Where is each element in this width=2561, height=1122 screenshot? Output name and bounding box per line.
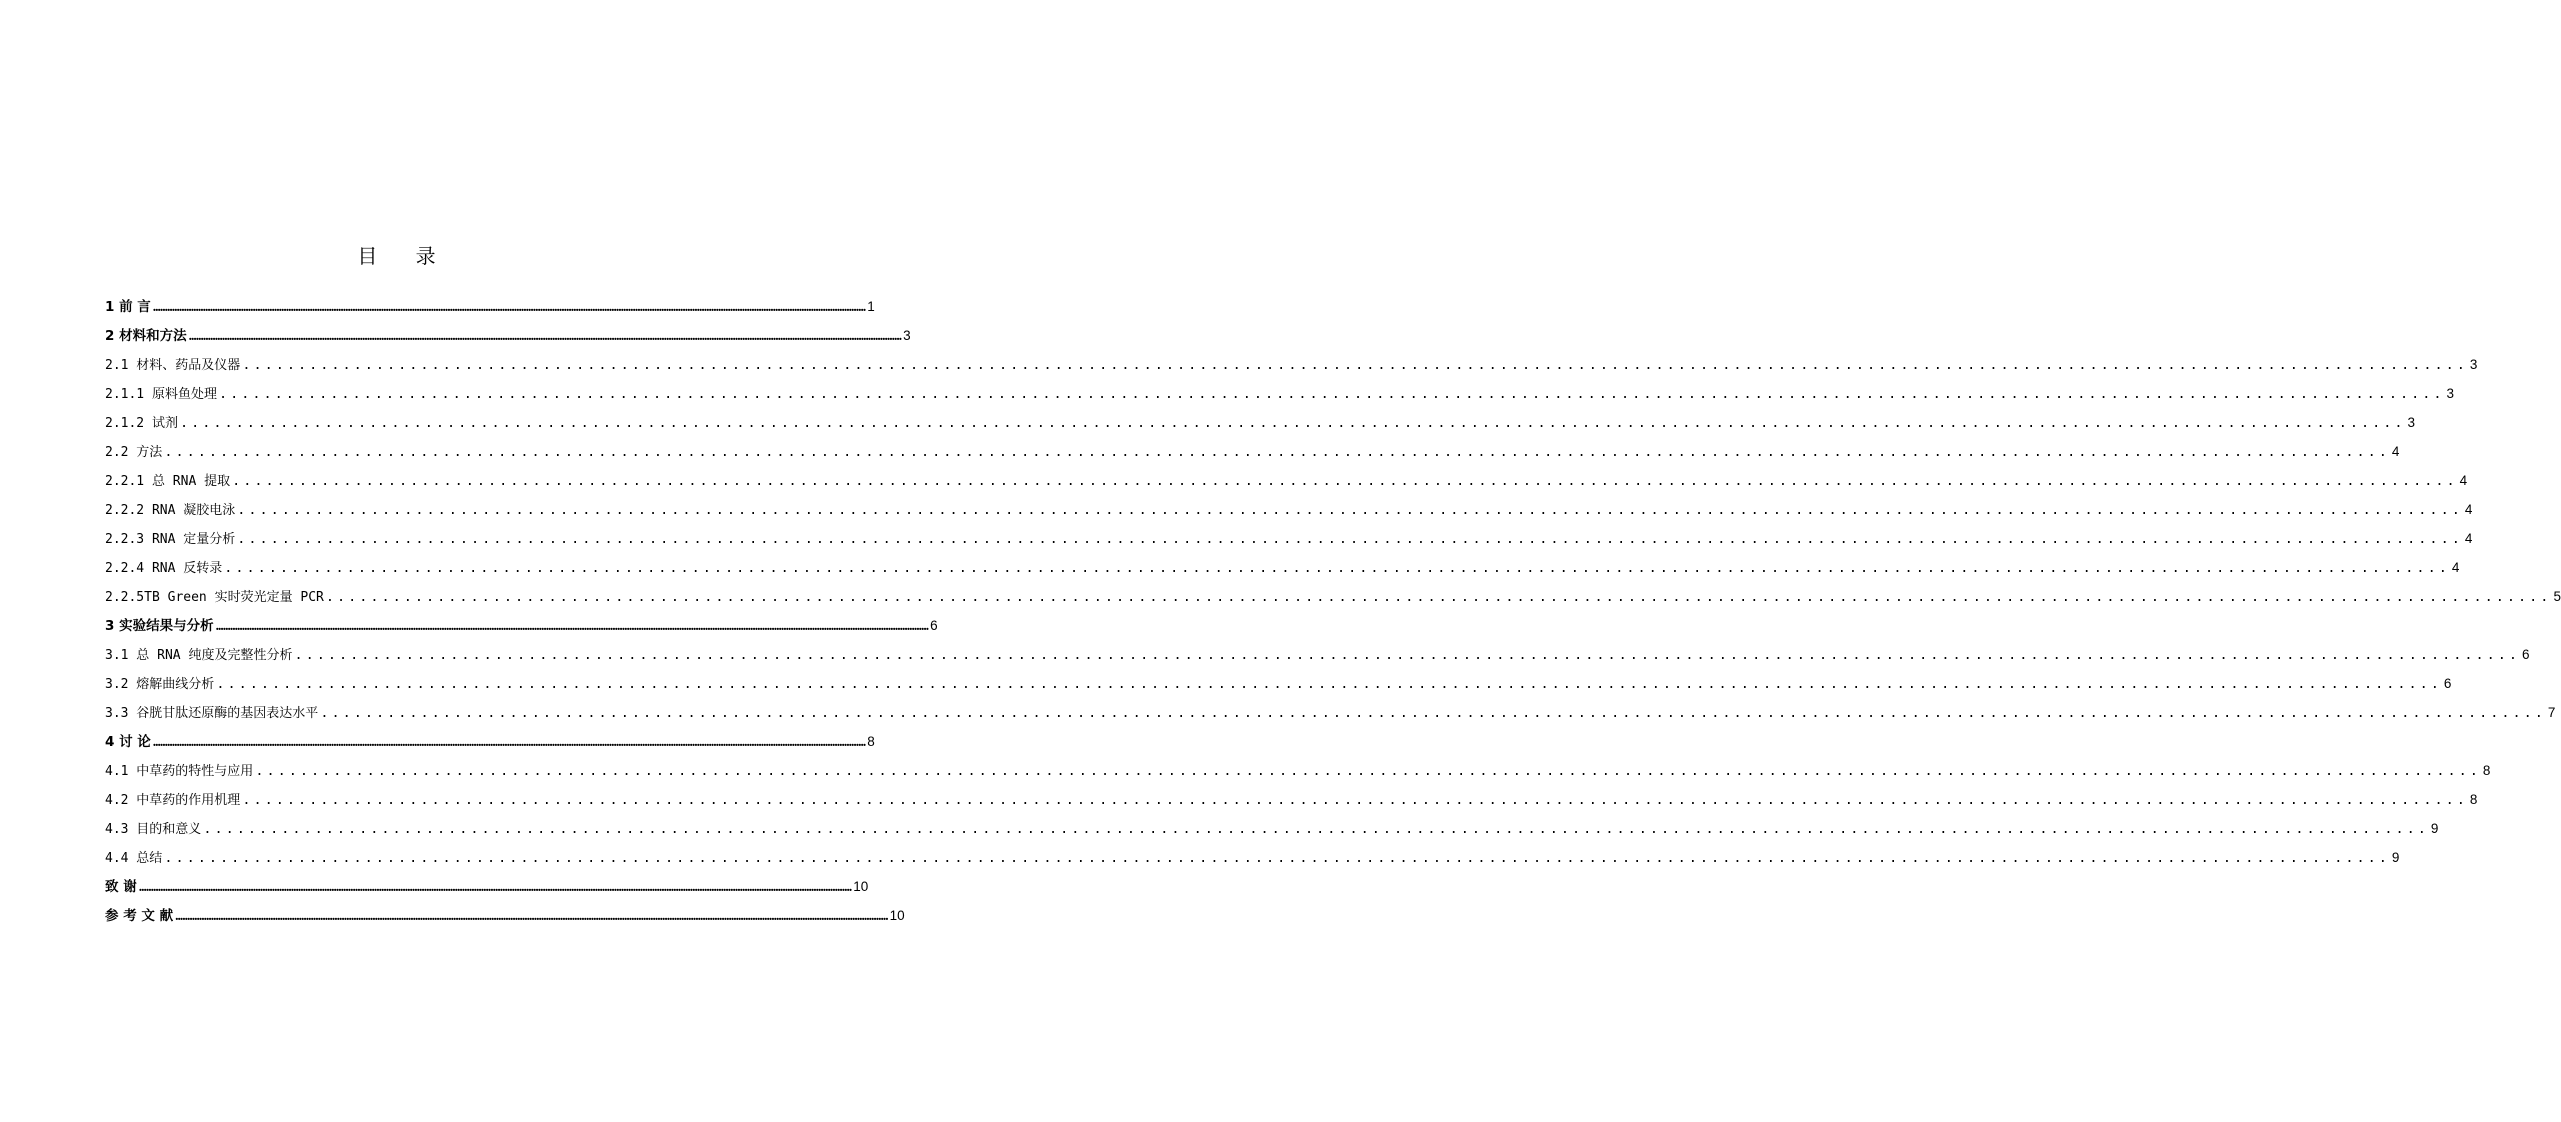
toc-entry-label: 4.3 目的和意义 bbox=[105, 822, 202, 837]
toc-page-number: 8 bbox=[2482, 763, 2491, 778]
toc-page-number: 10 bbox=[853, 879, 869, 894]
toc-entry-label: 4.4 总结 bbox=[105, 851, 163, 866]
page-title: 目 录 bbox=[357, 244, 452, 268]
toc-entry-label: 致 谢 bbox=[105, 879, 137, 895]
table-of-contents bbox=[105, 292, 2561, 930]
toc-entry-label: 3.1 总 RNA 纯度及完整性分析 bbox=[105, 648, 293, 663]
toc-dot-leader: ........................................................................................................................................................................................................ bbox=[216, 676, 2442, 692]
toc-page-number: 9 bbox=[2430, 821, 2439, 836]
toc-entry[interactable] bbox=[105, 611, 938, 640]
toc-entry[interactable] bbox=[105, 495, 2473, 524]
toc-entry[interactable] bbox=[105, 466, 2468, 495]
toc-page-number: 6 bbox=[2522, 647, 2530, 662]
toc-entry[interactable] bbox=[105, 408, 2416, 437]
toc-entry[interactable] bbox=[105, 669, 2452, 698]
toc-entry[interactable] bbox=[105, 437, 2400, 466]
toc-dot-leader: ............................................................................................................................................................................................................................................................................................................ bbox=[152, 299, 866, 314]
toc-entry[interactable] bbox=[105, 640, 2530, 669]
toc-dot-leader: ........................................................................................................................................................................................................ bbox=[164, 444, 2390, 460]
toc-entry-label: 2.2.5TB Green 实时荧光定量 PCR bbox=[105, 590, 324, 605]
toc-dot-leader: ............................................................................................................................................................................................................................................................................................................ bbox=[152, 734, 866, 749]
toc-entry[interactable] bbox=[105, 901, 905, 930]
toc-page-number: 4 bbox=[2464, 502, 2473, 517]
toc-dot-leader: ........................................................................................................................................................................................................ bbox=[179, 415, 2406, 431]
toc-entry[interactable] bbox=[105, 292, 875, 321]
toc-dot-leader: ........................................................................................................................................................................................................ bbox=[237, 531, 2463, 547]
toc-entry[interactable] bbox=[105, 814, 2439, 843]
toc-entry-label: 1 前 言 bbox=[105, 299, 151, 315]
toc-dot-leader: ........................................................................................................................................................................................................ bbox=[224, 560, 2450, 576]
toc-dot-leader: ........................................................................................................................................................................................................ bbox=[242, 792, 2468, 808]
toc-page-number: 4 bbox=[2451, 560, 2460, 575]
toc-entry-label: 4 讨 论 bbox=[105, 734, 151, 750]
toc-page-number: 9 bbox=[2391, 850, 2400, 865]
toc-dot-leader: ........................................................................................................................................................................................................ bbox=[255, 763, 2481, 779]
toc-entry-label: 2.2.2 RNA 凝胶电泳 bbox=[105, 503, 236, 518]
toc-entry[interactable] bbox=[105, 524, 2473, 553]
toc-entry[interactable] bbox=[105, 698, 2556, 727]
toc-entry-label: 2.1 材料、药品及仪器 bbox=[105, 358, 241, 373]
toc-page-number: 7 bbox=[2547, 705, 2556, 720]
toc-entry-label: 3.3 谷胱甘肽还原酶的基因表达水平 bbox=[105, 706, 319, 721]
toc-entry-label: 2.2.3 RNA 定量分析 bbox=[105, 532, 236, 547]
toc-page-number: 5 bbox=[2553, 589, 2561, 604]
toc-entry[interactable] bbox=[105, 756, 2491, 785]
toc-dot-leader: ........................................................................................................................................................................................................ bbox=[164, 850, 2390, 866]
toc-entry-label: 3 实验结果与分析 bbox=[105, 618, 214, 634]
toc-page-number: 8 bbox=[2469, 792, 2478, 807]
toc-dot-leader: ............................................................................................................................................................................................................................................................................................................ bbox=[138, 879, 852, 894]
toc-dot-leader: ........................................................................................................................................................................................................ bbox=[294, 647, 2520, 663]
toc-entry-label: 2.1.2 试剂 bbox=[105, 416, 178, 431]
toc-page-number: 6 bbox=[930, 618, 938, 633]
toc-page-number: 3 bbox=[2407, 415, 2416, 430]
toc-page-number: 3 bbox=[903, 328, 911, 343]
toc-entry[interactable] bbox=[105, 785, 2478, 814]
toc-page-number: 4 bbox=[2464, 531, 2473, 546]
toc-dot-leader: ........................................................................................................................................................................................................ bbox=[232, 473, 2458, 489]
toc-dot-leader: ........................................................................................................................................................................................................ bbox=[325, 589, 2552, 605]
toc-entry-label: 2.2.4 RNA 反转录 bbox=[105, 561, 223, 576]
toc-entry[interactable] bbox=[105, 321, 911, 350]
toc-page-number: 10 bbox=[889, 908, 905, 923]
toc-entry-label: 3.2 熔解曲线分析 bbox=[105, 677, 215, 692]
toc-dot-leader: ........................................................................................................................................................................................................ bbox=[218, 386, 2445, 402]
toc-entry[interactable] bbox=[105, 843, 2400, 872]
toc-entry[interactable] bbox=[105, 379, 2455, 408]
toc-page-number: 8 bbox=[867, 734, 875, 749]
toc-dot-leader: ........................................................................................................................................................................................................ bbox=[320, 705, 2546, 721]
toc-entry-label: 2.1.1 原料鱼处理 bbox=[105, 387, 217, 402]
toc-entry-label: 2 材料和方法 bbox=[105, 328, 187, 344]
toc-entry[interactable] bbox=[105, 350, 2478, 379]
toc-entry-label: 2.2 方法 bbox=[105, 445, 163, 460]
toc-page-number: 3 bbox=[2446, 386, 2455, 401]
toc-entry-label: 2.2.1 总 RNA 提取 bbox=[105, 474, 231, 489]
toc-dot-leader: ............................................................................................................................................................................................................................................................................................................ bbox=[175, 908, 888, 923]
toc-entry-label: 参 考 文 献 bbox=[105, 908, 174, 924]
toc-page-number: 4 bbox=[2459, 473, 2468, 488]
toc-entry[interactable] bbox=[105, 872, 869, 901]
toc-dot-leader: ............................................................................................................................................................................................................................................................................................................ bbox=[215, 618, 929, 633]
toc-dot-leader: ........................................................................................................................................................................................................ bbox=[237, 502, 2463, 518]
toc-page-number: 4 bbox=[2391, 444, 2400, 459]
toc-dot-leader: ........................................................................................................................................................................................................ bbox=[203, 821, 2429, 837]
toc-entry[interactable] bbox=[105, 727, 875, 756]
toc-entry[interactable] bbox=[105, 553, 2460, 582]
toc-dot-leader: ............................................................................................................................................................................................................................................................................................................ bbox=[188, 328, 902, 343]
toc-entry-label: 4.2 中草药的作用机理 bbox=[105, 793, 241, 808]
toc-entry[interactable] bbox=[105, 582, 2561, 611]
toc-dot-leader: ........................................................................................................................................................................................................ bbox=[242, 357, 2468, 373]
toc-page-number: 3 bbox=[2469, 357, 2478, 372]
toc-entry-label: 4.1 中草药的特性与应用 bbox=[105, 764, 254, 779]
toc-page-number: 1 bbox=[867, 299, 875, 314]
toc-page-number: 6 bbox=[2443, 676, 2452, 691]
